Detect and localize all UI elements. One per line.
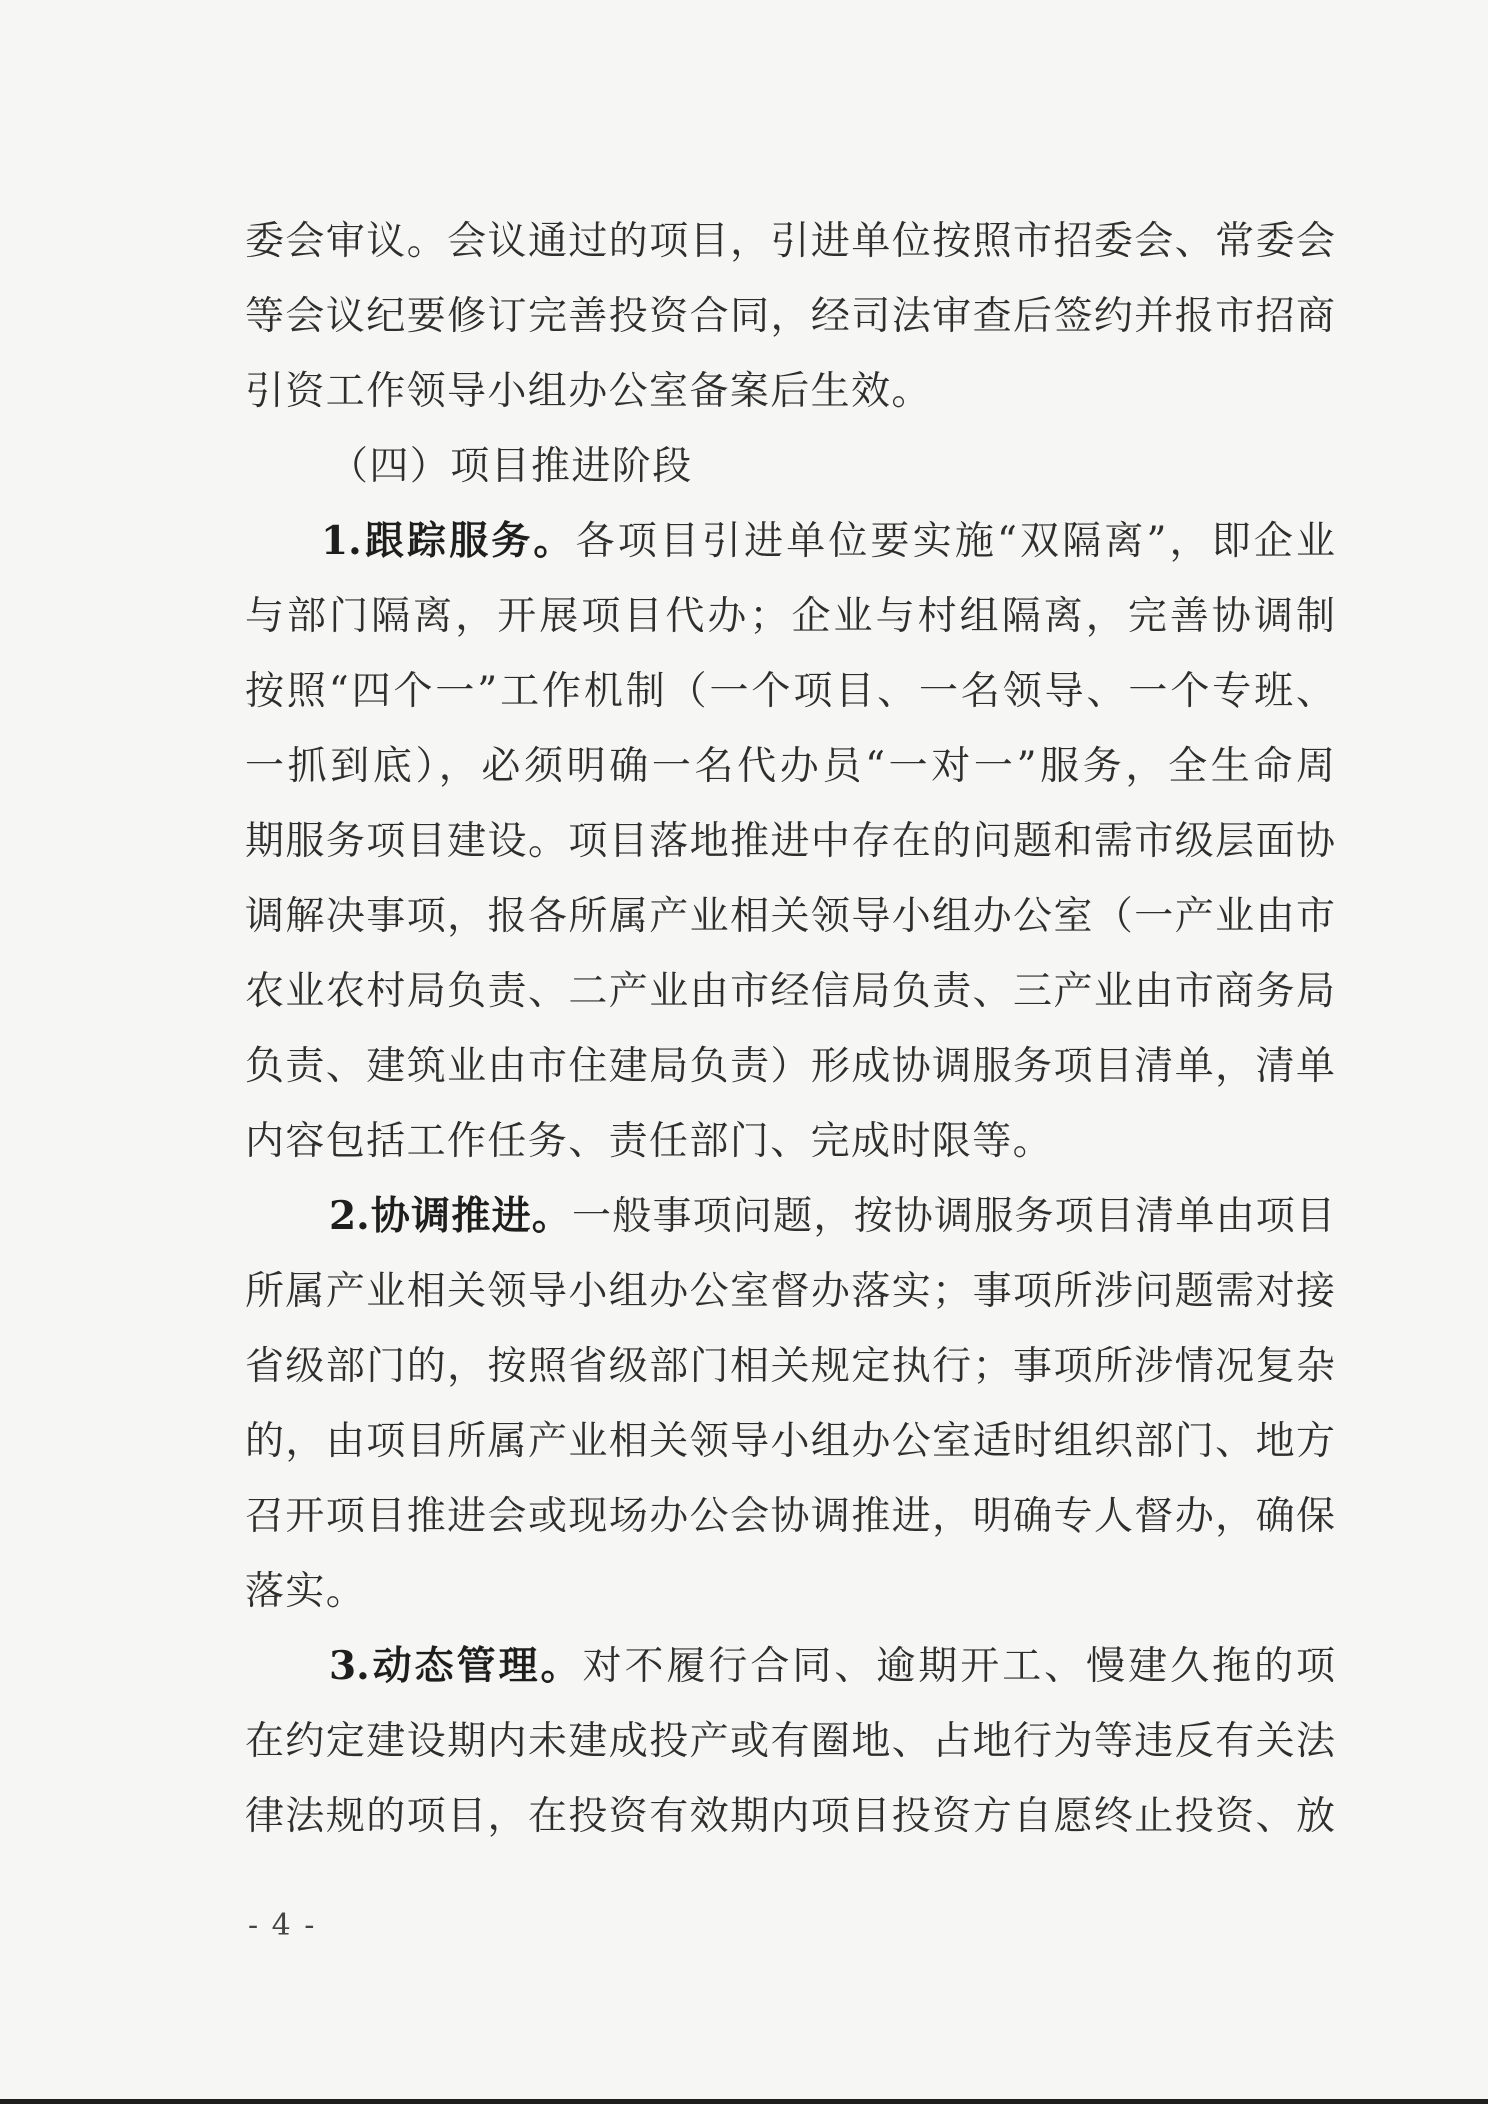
text-line: 农业农村局负责、二产业由市经信局负责、三产业由市商务局 (245, 969, 1335, 1014)
text-line: 在约定建设期内未建成投产或有圈地、占地行为等违反有关法 (245, 1719, 1335, 1764)
text-line: 委会审议。会议通过的项目，引进单位按照市招委会、常委会 (245, 219, 1335, 264)
text-line: 等会议纪要修订完善投资合同，经司法审查后签约并报市招商 (245, 294, 1335, 339)
text-line: 期服务项目建设。项目落地推进中存在的问题和需市级层面协 (245, 819, 1335, 864)
text-line: 按照“四个一”工作机制（一个项目、一名领导、一个专班、 (245, 669, 1335, 714)
text-line: 的，由项目所属产业相关领导小组办公室适时组织部门、地方 (245, 1419, 1335, 1464)
item-first-line (245, 504, 1335, 579)
item-lead: 2.协调推进。 (329, 1193, 573, 1239)
text-line: 内容包括工作任务、责任部门、完成时限等。 (245, 1119, 1054, 1164)
text-line: 负责、建筑业由市住建局负责）形成协调服务项目清单，清单 (245, 1044, 1335, 1089)
item-first-line-text: 各项目引进单位要实施“双隔离”，即企业 (575, 519, 1335, 564)
item-first-line (245, 1179, 1335, 1254)
text-line: 引资工作领导小组办公室备案后生效。 (245, 369, 932, 414)
section-heading: （四）项目推进阶段 (329, 444, 693, 489)
text-line: 与部门隔离，开展项目代办；企业与村组隔离，完善协调制 (245, 594, 1335, 639)
page-number: - 4 - (248, 1908, 317, 1943)
item-first-line-text: 对不履行合同、逾期开工、慢建久拖的项 (582, 1644, 1335, 1689)
item-first-line (245, 1629, 1335, 1704)
text-line: 一抓到底），必须明确一名代办员“一对一”服务，全生命周 (245, 744, 1335, 789)
scan-edge-divider (0, 2099, 1488, 2104)
text-line: 落实。 (245, 1569, 367, 1614)
item-lead: 1.跟踪服务。 (321, 518, 576, 564)
text-line: 所属产业相关领导小组办公室督办落实；事项所涉问题需对接 (245, 1269, 1335, 1314)
text-line: 调解决事项，报各所属产业相关领导小组办公室（一产业由市 (245, 894, 1335, 939)
text-line: 省级部门的，按照省级部门相关规定执行；事项所涉情况复杂 (245, 1344, 1335, 1389)
item-first-line-text: 一般事项问题，按协调服务项目清单由项目 (572, 1194, 1335, 1239)
text-line: 律法规的项目，在投资有效期内项目投资方自愿终止投资、放 (245, 1794, 1335, 1839)
item-lead: 3.动态管理。 (329, 1643, 583, 1689)
document-body (245, 204, 1335, 1854)
text-line: 召开项目推进会或现场办公会协调推进，明确专人督办，确保 (245, 1494, 1335, 1539)
